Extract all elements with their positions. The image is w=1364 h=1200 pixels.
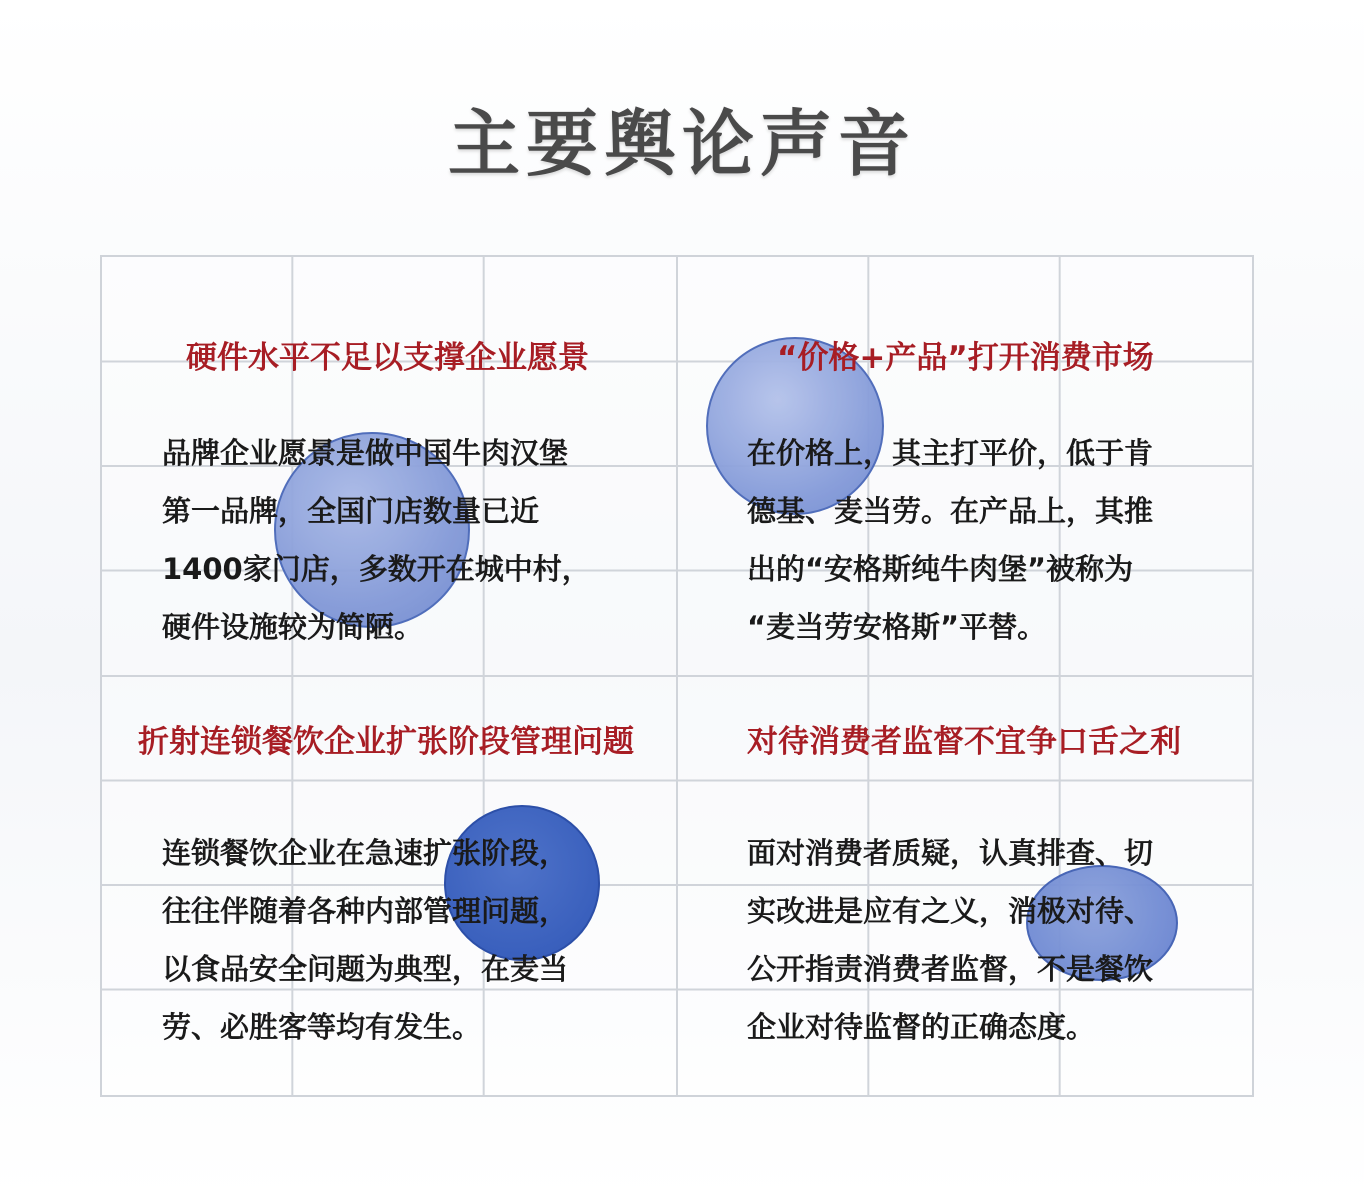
page-title: 主要舆论声音: [447, 102, 916, 186]
quadrant-body-hardware: [162, 424, 591, 656]
body-line: 实改进是应有之义，消极对待、: [747, 894, 1154, 928]
body-line: 企业对待监督的正确态度。: [747, 1010, 1096, 1044]
body-line: 公开指责消费者监督，不是餐饮: [747, 952, 1154, 986]
body-line: 劳、必胜客等均有发生。: [162, 1010, 482, 1044]
body-line: 1400家门店，多数开在城中村，: [162, 552, 591, 586]
quadrant-heading-hardware: 硬件水平不足以支撑企业愿景: [186, 340, 589, 376]
body-line: 硬件设施较为简陋。: [162, 610, 424, 644]
body-line: 第一品牌，全国门店数量已近: [162, 494, 540, 528]
content-panel: [100, 255, 1254, 1097]
quadrant-heading-management: 折射连锁餐饮企业扩张阶段管理问题: [138, 724, 634, 760]
body-line: 在价格上，其主打平价，低于肯: [747, 436, 1154, 470]
body-line: 往往伴随着各种内部管理问题，: [162, 894, 569, 928]
body-line: 出的“安格斯纯牛肉堡”被称为: [747, 552, 1134, 586]
quadrant-body-price-product: [747, 424, 1153, 656]
quadrant-heading-supervision: 对待消费者监督不宜争口舌之利: [747, 724, 1181, 760]
body-line: 面对消费者质疑，认真排查、切: [747, 836, 1154, 870]
quadrant-heading-price-product: “价格+产品”打开消费市场: [777, 340, 1154, 376]
body-line: 德基、麦当劳。在产品上，其推: [747, 494, 1154, 528]
body-line: 连锁餐饮企业在急速扩张阶段，: [162, 836, 569, 870]
body-line: 品牌企业愿景是做中国牛肉汉堡: [162, 436, 569, 470]
body-line: “麦当劳安格斯”平替。: [747, 610, 1047, 644]
quadrant-body-supervision: [747, 824, 1153, 1056]
quadrant-body-management: [162, 824, 568, 1056]
body-line: 以食品安全问题为典型，在麦当: [162, 952, 569, 986]
